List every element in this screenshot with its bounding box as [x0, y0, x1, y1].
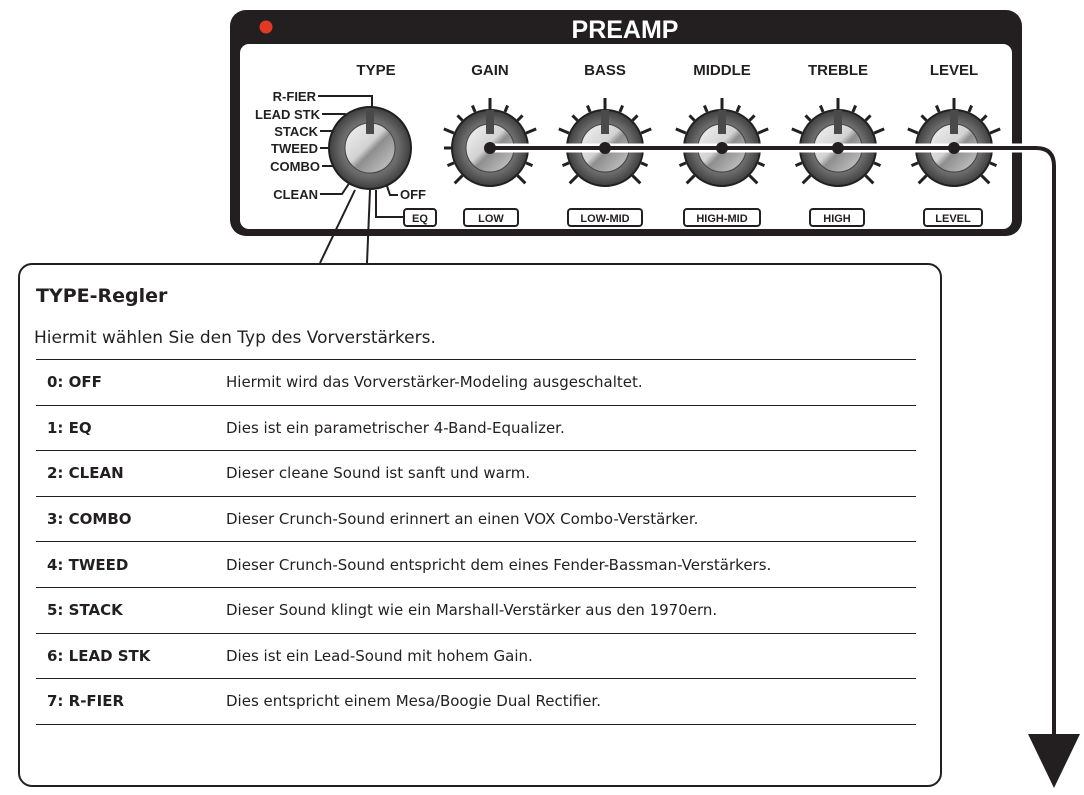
connection-dot: [599, 142, 611, 154]
type-pos-leadstk: LEAD STK: [255, 107, 320, 122]
type-key: 4: TWEED: [36, 542, 226, 588]
panel-title: PREAMP: [571, 16, 679, 44]
type-text: Dieser Crunch-Sound erinnert an einen VOX Combo-Verstärker.: [226, 496, 916, 542]
sublabel-high: HIGH: [823, 213, 851, 225]
connection-dot: [716, 142, 728, 154]
type-pos-combo: COMBO: [270, 159, 320, 174]
type-pos-tweed: TWEED: [271, 141, 318, 156]
connection-dot: [832, 142, 844, 154]
sublabel-eq: EQ: [412, 213, 428, 225]
table-row: [36, 360, 916, 406]
type-callout: [18, 263, 942, 787]
type-key: 6: LEAD STK: [36, 633, 226, 679]
arrow-head: [1028, 734, 1080, 788]
type-pos-off: OFF: [400, 187, 426, 202]
table-row: [36, 679, 916, 725]
type-pos-clean: CLEAN: [273, 187, 318, 202]
type-key: 7: R-FIER: [36, 679, 226, 725]
type-text: Dieser Crunch-Sound entspricht dem eines Fender-Bassman-Verstärkers.: [226, 542, 916, 588]
type-table: [36, 359, 916, 725]
knob-label-level: LEVEL: [929, 62, 979, 79]
table-row: [36, 633, 916, 679]
table-row: [36, 405, 916, 451]
callout-description: Hiermit wählen Sie den Typ des Vorverstärkers.: [34, 328, 436, 348]
table-row: [36, 496, 916, 542]
type-key: 0: OFF: [36, 360, 226, 406]
table-row: [36, 542, 916, 588]
type-text: Dieser Sound klingt wie ein Marshall-Verstärker aus den 1970ern.: [226, 587, 916, 633]
knob-label-treble: TREBLE: [808, 62, 868, 79]
type-key: 2: CLEAN: [36, 451, 226, 497]
type-pos-rfier: R-FIER: [272, 89, 316, 104]
knob-label-middle: MIDDLE: [693, 62, 751, 79]
callout-title: TYPE-Regler: [36, 285, 168, 307]
type-key: 3: COMBO: [36, 496, 226, 542]
type-text: Hiermit wird das Vorverstärker-Modeling ausgeschaltet.: [226, 360, 916, 406]
type-key: 5: STACK: [36, 587, 226, 633]
table-row: [36, 587, 916, 633]
led-indicator: [260, 21, 273, 34]
sublabel-highmid: HIGH-MID: [696, 213, 748, 225]
knob-label-type: TYPE: [356, 62, 396, 79]
type-pos-stack: STACK: [274, 124, 318, 139]
knob-type[interactable]: [329, 107, 411, 189]
sublabel-lowmid: LOW-MID: [580, 213, 630, 225]
type-text: Dies ist ein Lead-Sound mit hohem Gain.: [226, 633, 916, 679]
sublabel-low: LOW: [478, 213, 504, 225]
type-text: Dies ist ein parametrischer 4-Band-Equalizer.: [226, 405, 916, 451]
sublabel-level: LEVEL: [935, 213, 971, 225]
connection-dot: [484, 142, 496, 154]
type-text: Dieser cleane Sound ist sanft und warm.: [226, 451, 916, 497]
knob-label-gain: GAIN: [471, 62, 509, 79]
connection-dot: [948, 142, 960, 154]
table-row: [36, 451, 916, 497]
type-text: Dies entspricht einem Mesa/Boogie Dual Rectifier.: [226, 679, 916, 725]
knob-label-bass: BASS: [584, 62, 626, 79]
type-key: 1: EQ: [36, 405, 226, 451]
